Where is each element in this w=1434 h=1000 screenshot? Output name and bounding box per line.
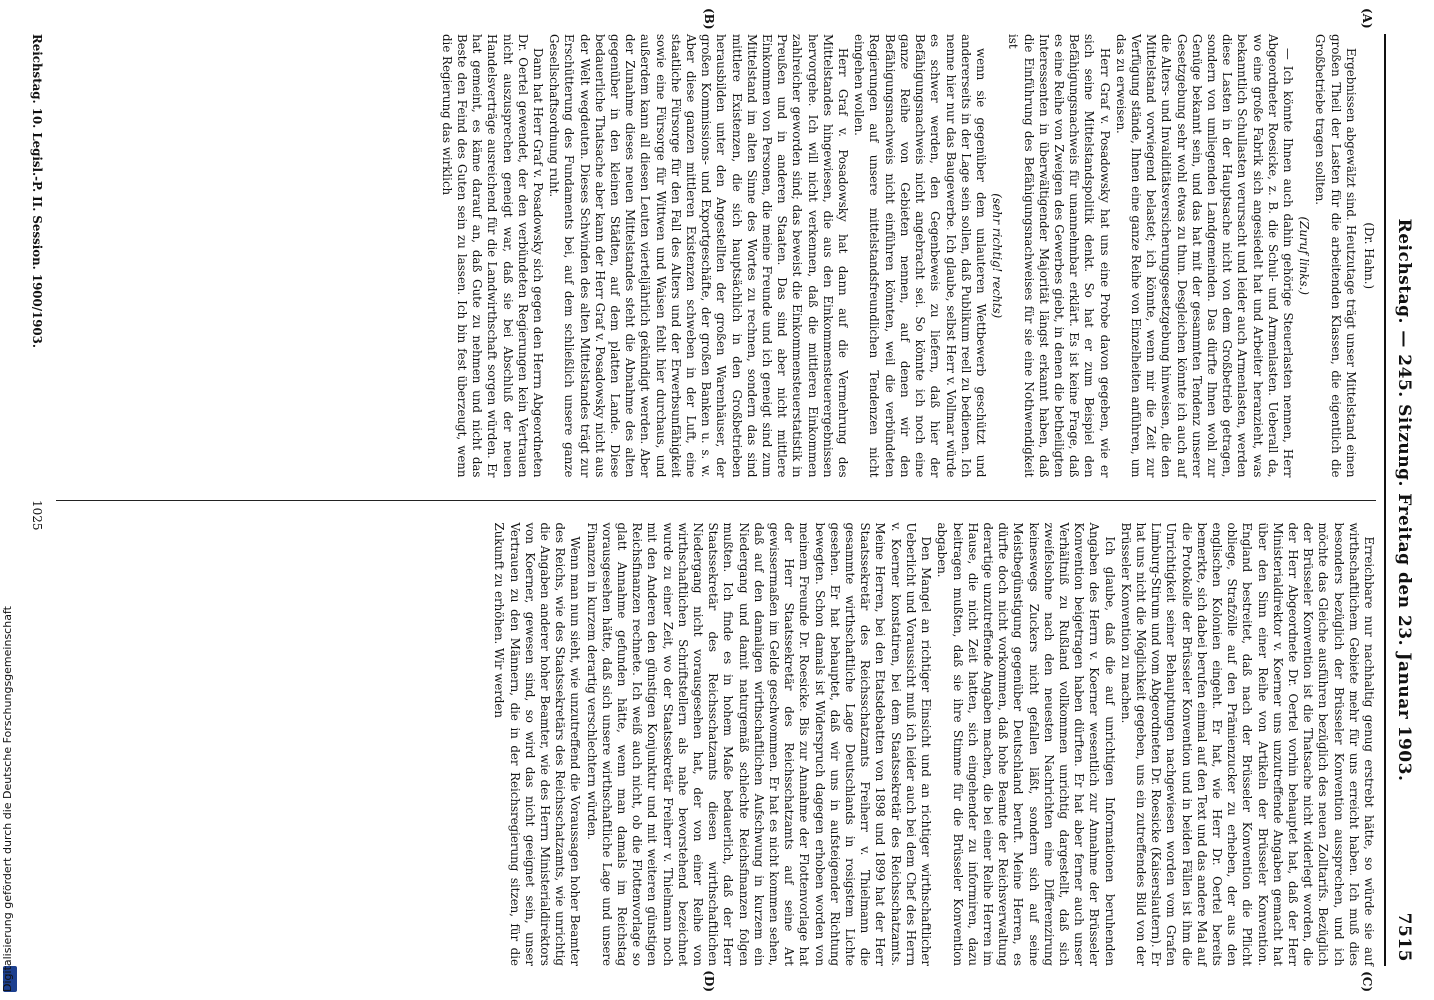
digitization-credit: Digitalisierung gefördert durch die Deutsche Forschungsgemeinschaft [1,606,14,992]
marker-d: (D) [702,970,716,992]
marker-b: (B) [702,8,716,30]
paragraph: — Ich könnte Ihnen auch dahin gehörige Steuerlasten nennen, Herr Abgeordneter Roesicke, z. B. die Schul- und Armenlasten. Ueberall da, wo eine große Fabrik sich angesiedelt hat und Arbeiter heranzieht, was bekanntlich Schullasten verursacht und leider auch Armenlasten, werden diese Lasten in der Hauptsache nicht von dem Großbetrieb getragen, sondern von umliegenden Landgemeinden. Das dürfte Ihnen wohl zur Genüge bekannt sein, und das hat mit der gesammten Tendenz unserer Gesetzgebung sehr wohl etwas zu thun. Desgleichen könnte ich auch auf die Alters- und Invaliditätsversicherungsgesetzgebung hinweisen, die den Mittelstand vorwiegend belastet; ich könnte, wenn mir die Zeit zur Verfügung stände, Ihnen eine ganze Reihe von Einzelheiten anführen, um das zu erweisen. [1113,34,1295,478]
digitization-strip [0,0,20,1000]
paragraph: Wenn man nun sieht, wie unzutreffend die Voraussagen hoher Beamter des Reichs, wie des Staatssekretärs des Reichsschatzamts, wie unrichtig die Angaben anderer hoher Beamter, wie des Herrn Ministerialdirektors von Koerner, gewesen sind, so wird das nicht geeignet sein, unser Vertrauen zu den Männern, die in der Reichsregierung sitzen, für die Zukunft zu erhöhen. Wir werden [492,522,583,966]
marker-a: (A) [1360,8,1374,29]
paragraph: Erreichbare nur nachhaltig genug erstrebt hätte, so würde sie auf wirthschaftlichem Gebiete mehr für uns erreicht haben. Ich muß dies besonders bezüglich der Brüsseler Konvention aussprechen, und ich möchte das Gleiche ausführen bezüglich des neuen Zolltarifs. Bezüglich der Brüsseler Konvention ist die Thatsache nicht widerlegt worden, die der Herr Abgeordnete Dr. Oertel vorhin behauptet hat, daß der Herr Ministerialdirektor v. Koerner uns unzutreffende Angaben gemacht hat über den Sinn einer Reihe von Artikeln der Brüsseler Konvention. England bestreitet, daß nach der Brüsseler Konvention die Pflicht obliege, Strafzölle auf den Prämienzucker zu erheben, der aus den englischen Kolonien eingeht. Er hat, wie Herr Dr. Oertel bereits bemerkte, sich dabei berufen einmal auf den Text und das andere Mal auf die Protokolle der Brüsseler Konvention und in beiden Fällen ist ihm die Unrichtigkeit seiner Behauptungen nachgewiesen worden vom Grafen Limburg-Stirum und vom Abgeordneten Dr. Roesicke (Kaiserslautern). Er hat uns nicht die Möglichkeit gegeben, uns ein zutreffendes Bild von der Brüsseler Konvention zu machen. [1118,522,1376,966]
column-divider [56,500,1376,501]
paragraph: Ergebnissen abgewälzt sind. Heutzutage trägt unser Mittelstand einen großen Theil der Lasten für die arbeitenden Klassen, die eigentlich die Großbetriebe tragen sollten. [1313,34,1358,478]
interjection: (sehr richtig! rechts) [990,193,1005,319]
paragraph: Herr Graf v. Posadowsky hat uns eine Probe davon gegeben, wie er sich seine Mittelstandspolitik denkt. So hat er zum Beispiel den Befähigungsnachweis für unannehmbar erklärt. Es ist keine Frage, daß es eine Reihe von Zweigen des Gewerbes giebt, in denen die betheiligten Interessenten in überwältigender Majorität längst erkannt haben, daß die Einführung des Befähigungsnachweises für sie eine Nothwendigkeit ist [1006,34,1112,478]
interjection: (Zuruf links.) [1297,216,1312,295]
paragraph: wenn sie gegenüber dem unlauteren Wettbewerb geschützt und andererseits in der Lage sein sollen, daß Publikum reell zu bedienen. Ich nenne hier nur das Baugewerbe. Ich glaube, selbst Herr v. Vollmar würde es schwer werden, den Gegenbeweis zu liefern, daß hier der Befähigungsnachweis nicht angebracht sei. So könnte ich noch eine ganze Reihe von Gebieten nennen, auf denen wir den Befähigungsnachweis nicht einführen könnten, weil die verbündeten Regierungen auf unsere mittelstandsfreundlichen Tendenzen nicht eingehen wollen. [852,34,988,478]
paragraph: Herr Graf v. Posadowsky hat dann auf die Vermehrung des Mittelstandes hingewiesen, die aus den Einkommensteuerergebnissen hervorgehe. Ich will nicht verkennen, daß die mittleren Einkommen zahlreicher geworden sind; das beweist die Einkommensteuerstatistik in Preußen und in anderen Staaten. Das sind aber nicht mittlere Einkommen von Personen, die meine Freunde und ich geneigt sind zum Mittelstand im alten Sinne des Wortes zu rechnen, sondern das sind mittlere Existenzen, die sich hauptsächlich in den Großbetrieben herausbilden unter den Angestellten der großen Warenhäuser, der großen Kommissions- und Exportgeschäfte, der großen Banken u. s. w. Aber diese ganzen mittleren Existenzen schweben in der Luft, eine staatliche Fürsorge für den Fall des Alters und der Erwerbsunfähigkeit sowie eine Fürsorge für Wittwen und Waisen fehlt hier durchaus, und außerdem kann all diesen Leuten vierteljährlich gekündigt werden. Aber der Zunahme dieses neuen Mittelstandes steht die Abnahme des alten gegenüber in den kleinen Städten, auf dem platten Lande. Diese bedauerliche Thatsache aber kann der Herr Graf v. Posadowsky nicht aus der Welt wegdeuten. Dieses Schwinden des alten Mittelstandes trägt zur Erschütterung des Fundaments bei, auf dem schließlich unsere ganze Gesellschaftsordnung ruht. [547,34,851,478]
page-header [1384,34,1420,966]
marker-c: (C) [1360,971,1374,992]
page-number: 7515 [1394,912,1414,962]
page-footer: Reichstag. 10. Legisl.-P. II. Session. 1900/1903. [30,34,44,348]
scanned-page [20,0,1434,1000]
paragraph: Den Mangel an richtiger Einsicht und an richtiger wirthschaftlicher Ueberlicht und Voraussicht muß ich leider auch bei dem Chef des Herrn v. Koerner konstatiren, bei dem Staatssekretär des Reichsschatzamts. Meine Herren, bei den Etatsdebatten von 1898 und 1899 hat der Herr Staatssekretär des Reichsschatzamts Freiherr v. Thielmann die gesammte wirthschaftliche Lage Deutschlands in rosigstem Lichte gesehen. Er hat behauptet, daß wir uns in aufsteigender Richtung bewegten. Schon damals ist Widerspruch dagegen erhoben worden von meinem Freunde Dr. Roesicke. Bis zur Annahme der Flottenvorlage hat der Herr Staatssekretär des Reichsschatzamts auf seine Art gewissermaßen im Gelde geschwommen. Er hat es nicht kommen sehen, daß auf den damaligen wirthschaftlichen Aufschwung in kurzem ein Niedergang und damit naturgemäß schlechte Reichsfinanzen folgen mußten. Ich finde es in hohem Maße bedauerlich, daß der Herr Staatssekretär des Reichsschatzamts diesen wirthschaftlichen Niedergang nicht vorausgesehen hat, der von einer Reihe von wirthschaftlichen Schriftstellern als nahe bevorstehend bezeichnet wurde zu einer Zeit, wo der Staatssekretär Freiherr v. Thielmann noch mit den Anderen den günstigen Konjunktur und mit weiteren günstigen Reichsfinanzen rechnete. Ich weiß auch nicht, ob die Flottenvorlage so glatt Annahme gefunden hätte, wenn man damals im Reichstag vorausgesehen hätte, daß sich unsere wirthschaftliche Lage und unsere Finanzen in kurzem derartig verschlechtern würden. [584,522,934,966]
paragraph: Ich glaube, daß die auf unrichtigen Informationen beruhenden Angaben des Herrn v. Koerner wesentlich zur Annahme der Brüsseler Konvention beigetragen haben dürften. Er hat aber ferner auch unser Verhältniß zu Rußland vollkommen unrichtig dargestellt, daß sich zweifelsohne nach den neuesten Nachrichten eine Differenzirung keineswegs Zuckers nicht gefallen läßt, sondern sich auf seine Meistbegünstigung gegenüber Deutschland beruft. Meine Herren, es dürfte doch nicht vorkommen, daß hohe Beamte der Reichsverwaltung derartige unzutreffende Angaben machen, die bei einer Reihe Herren im Hause, die nicht Zeit hatten, sich eingehender zu informiren, dazu beitragen mußten, daß sie ihre Stimme für die Brüsseler Konvention abgaben. [935,522,1117,966]
footer-page-number: 1025 [30,500,44,531]
paragraph: Dann hat Herr Graf v. Posadowsky sich gegen den Herrn Abgeordneten Dr. Oertel gewendet, der den verbündeten Regierungen kein Vertrauen nicht auszusprechen geneigt war, daß sie bei Abschluß der neuen Handelsverträge ausreichend für die Landwirthschaft sorgen würden. Er hat gemeint, es käme darauf an, daß Gute zu nehmen und nicht das Beste den Feind des Guten sein zu lassen. Ich bin fest überzeugt, wenn die Regierung das wirklich [439,34,546,478]
left-column [56,8,1376,478]
text-columns [56,8,1376,992]
right-column [56,522,1376,992]
speaker-name: (Dr. Hahn.) [1362,222,1376,290]
running-head: Reichstag. — 245. Sitzung. Freitag den 23. Januar 1903. [1394,218,1414,782]
